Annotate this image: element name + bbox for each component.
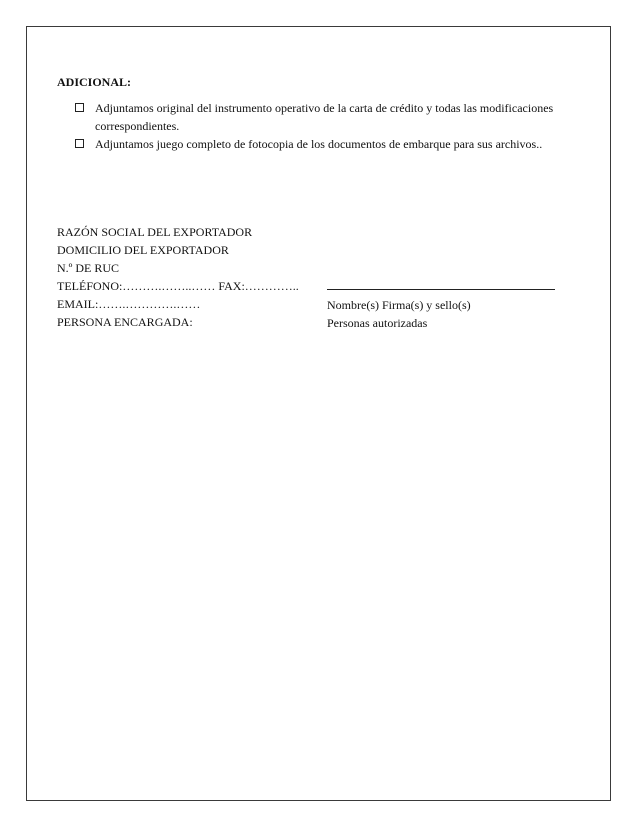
exporter-ruc: N.º DE RUC [57, 261, 120, 275]
exporter-phone-fax: TELÉFONO:……….……..…… FAX:………….. [57, 279, 299, 293]
exporter-address: DOMICILIO DEL EXPORTADOR [57, 243, 229, 257]
checklist-item-original [75, 99, 595, 135]
checklist-item-text: Adjuntamos original del instrumento operativo de la carta de crédito y todas las modificaciones correspondientes. [95, 101, 554, 133]
checklist-item-text: Adjuntamos juego completo de fotocopia de los documentos de embarque para sus archivos.. [95, 137, 543, 151]
signature-line [327, 277, 555, 290]
attachment-checklist [75, 99, 595, 153]
exporter-company-name: RAZÓN SOCIAL DEL EXPORTADOR [57, 225, 253, 239]
document-page [26, 26, 611, 801]
section-title: ADICIONAL: [57, 75, 132, 89]
signature-names-label: Nombre(s) Firma(s) y sello(s) [327, 298, 471, 312]
exporter-contact-person: PERSONA ENCARGADA: [57, 315, 193, 329]
checkbox-icon[interactable] [75, 139, 84, 148]
exporter-email: EMAIL:…….………….…… [57, 297, 201, 311]
checkbox-icon[interactable] [75, 103, 84, 112]
signature-authorized-label: Personas autorizadas [327, 316, 428, 330]
signature-block [327, 277, 555, 332]
checklist-item-copies [75, 135, 595, 153]
exporter-details [57, 223, 299, 331]
